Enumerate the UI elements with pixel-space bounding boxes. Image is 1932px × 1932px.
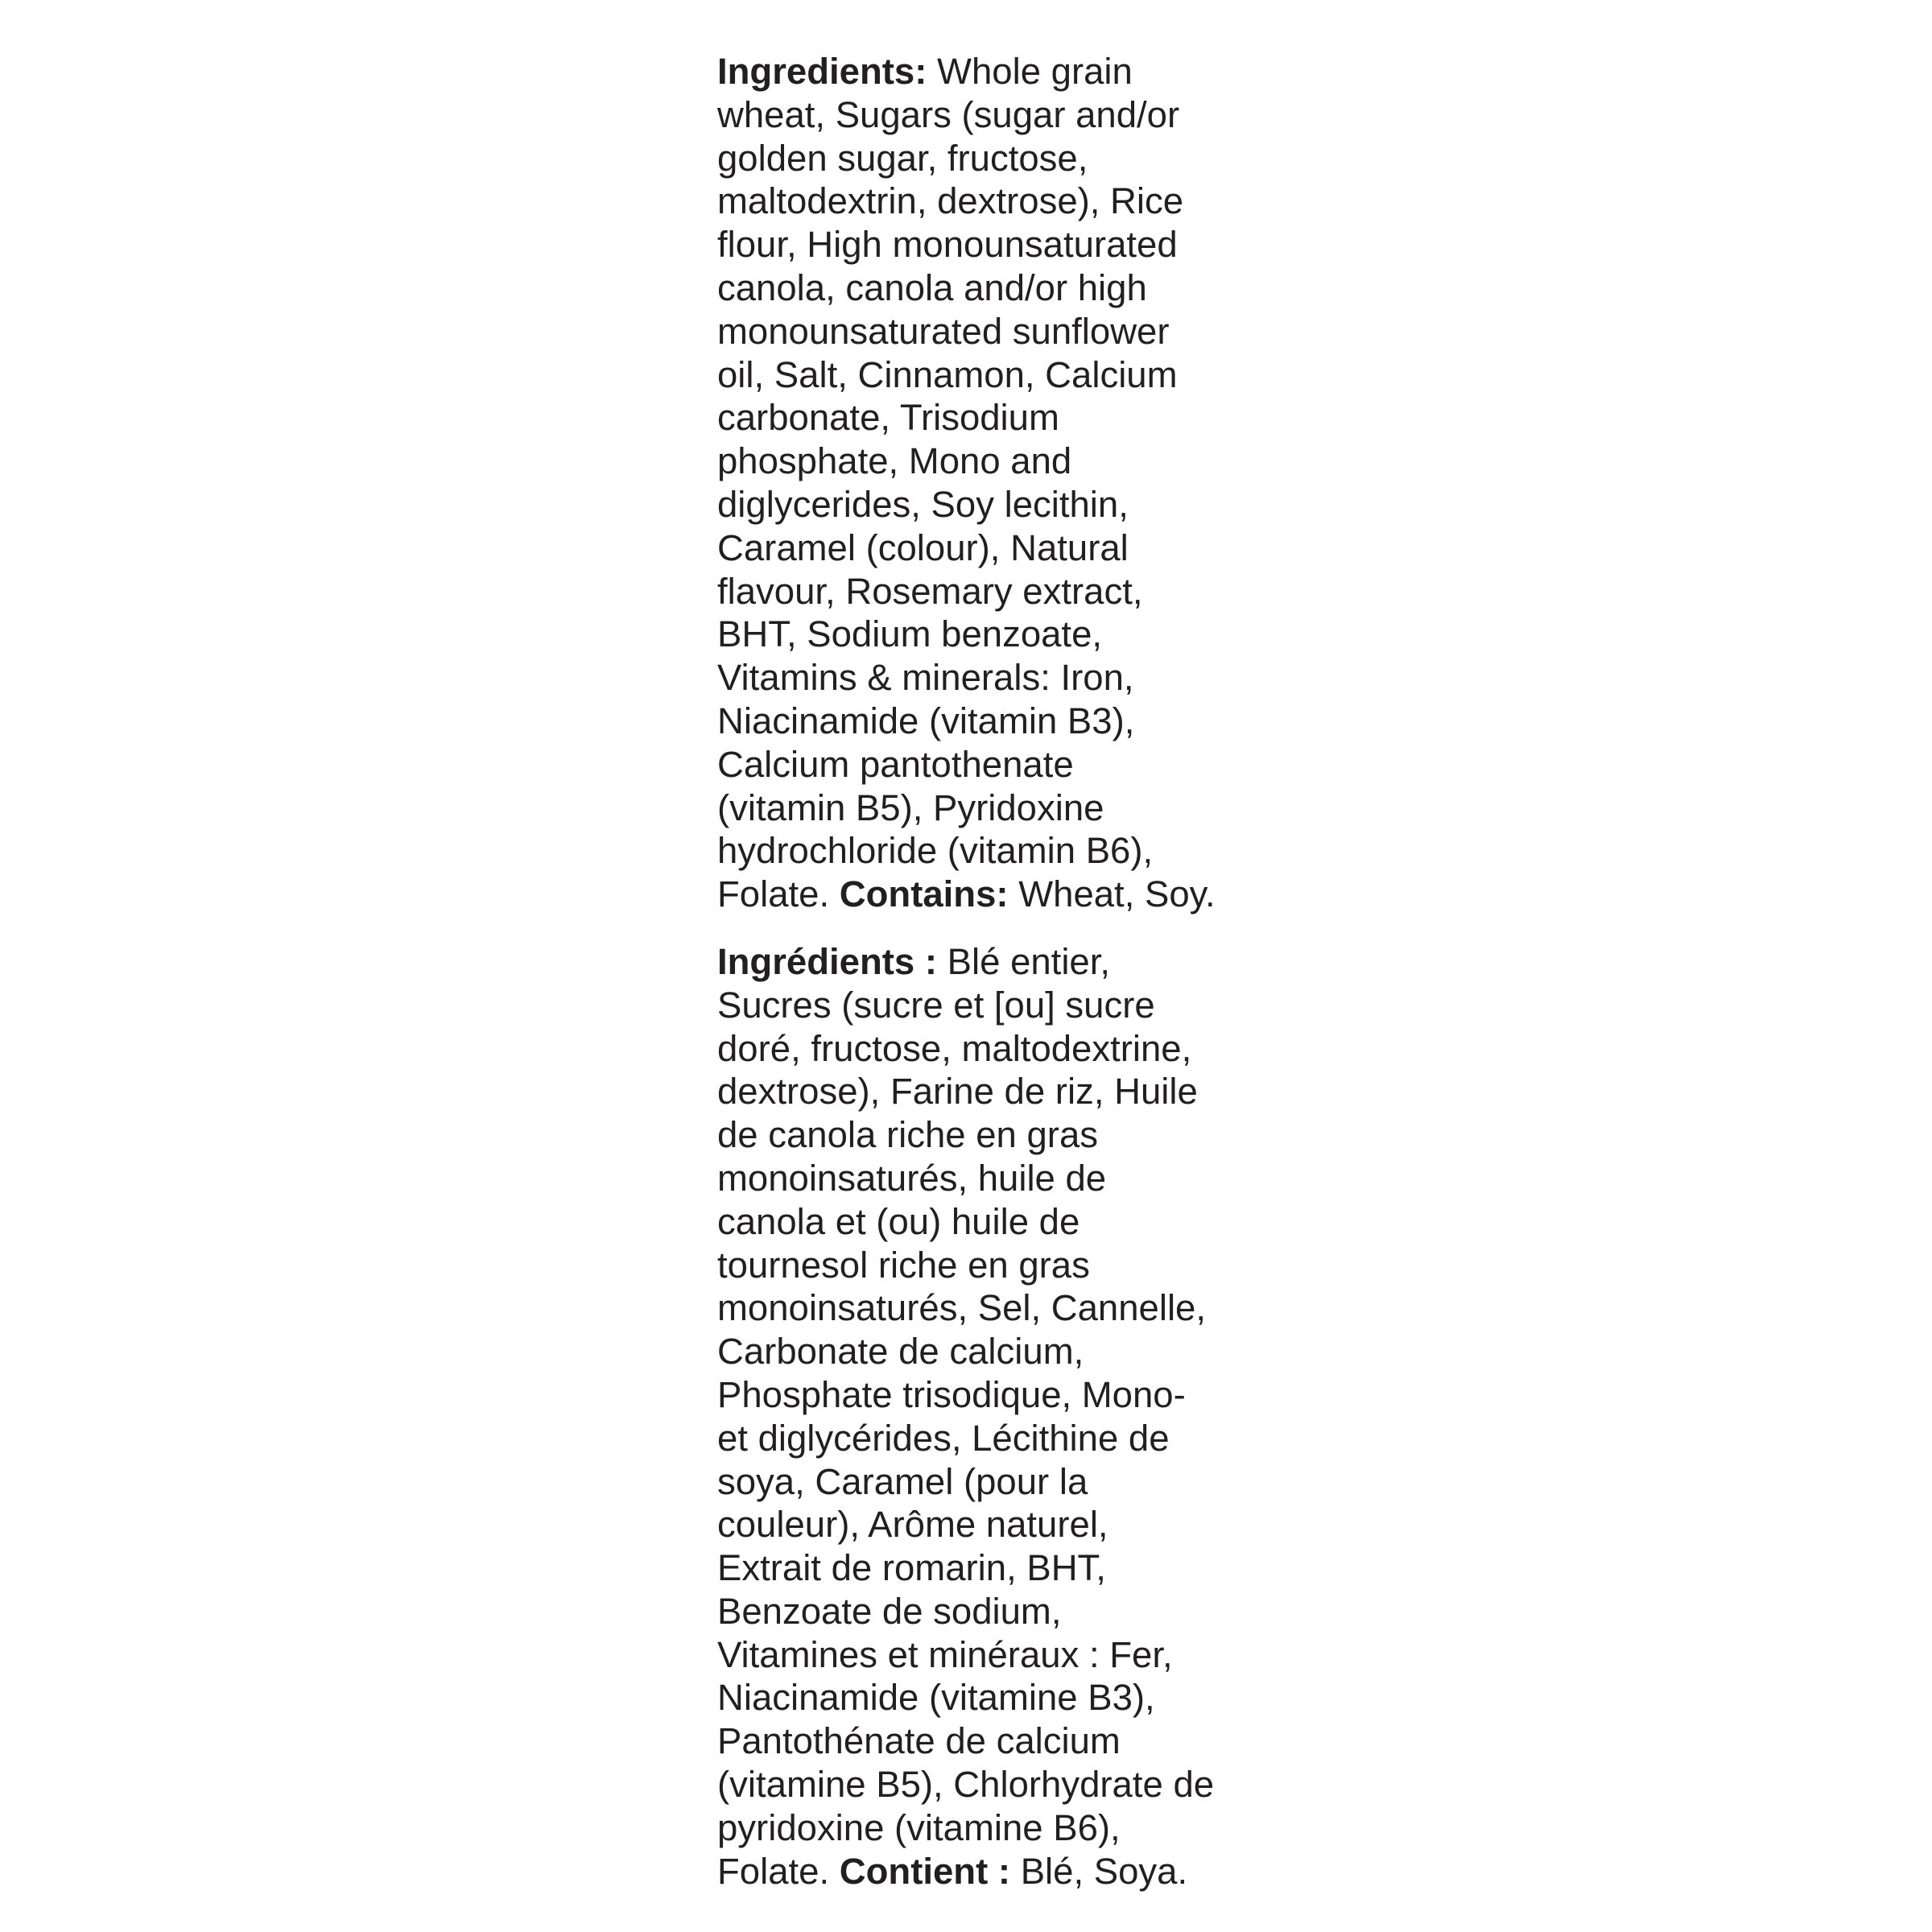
allergen-list: Blé, Soya.: [1010, 1850, 1188, 1892]
ingredient-line: soya, Caramel (pour la: [717, 1460, 1088, 1502]
ingredient-line: Ingredients: Whole grain: [717, 51, 1133, 92]
ingredient-line: doré, fructose, maltodextrine,: [717, 1027, 1192, 1069]
ingredients-heading: Ingrédients :: [717, 940, 938, 982]
ingredient-line: Niacinamide (vitamine B3),: [717, 1677, 1155, 1719]
ingredient-line: monoinsaturés, huile de: [717, 1157, 1107, 1199]
ingredient-line: maltodextrin, dextrose), Rice: [717, 180, 1184, 222]
english-ingredients: [717, 50, 1329, 916]
ingredient-line: Vitamins & minerals: Iron,: [717, 657, 1134, 699]
ingredient-line: Extrait de romarin, BHT,: [717, 1547, 1106, 1589]
ingredient-line: flour, High monounsaturated: [717, 224, 1178, 266]
contains-label: Contient :: [839, 1850, 1011, 1892]
ingredient-line: Benzoate de sodium,: [717, 1590, 1062, 1632]
ingredient-line: Caramel (colour), Natural: [717, 526, 1129, 568]
allergen-list: Wheat, Soy.: [1008, 873, 1216, 915]
ingredient-line: oil, Salt, Cinnamon, Calcium: [717, 353, 1178, 395]
ingredient-line: wheat, Sugars (sugar and/or: [717, 93, 1180, 135]
ingredient-line: canola, canola and/or high: [717, 266, 1147, 308]
ingredient-line: Calcium pantothenate: [717, 743, 1074, 785]
ingredient-line: monounsaturated sunflower: [717, 310, 1170, 352]
ingredient-line: diglycerides, Soy lecithin,: [717, 483, 1129, 525]
ingredient-line: et diglycérides, Lécithine de: [717, 1417, 1170, 1459]
ingredient-line: canola et (ou) huile de: [717, 1200, 1080, 1242]
ingredient-line: flavour, Rosemary extract,: [717, 570, 1143, 612]
ingredient-line: (vitamine B5), Chlorhydrate de: [717, 1764, 1215, 1806]
ingredient-line: carbonate, Trisodium: [717, 397, 1059, 439]
french-ingredients: [717, 940, 1329, 1893]
ingredient-line: couleur), Arôme naturel,: [717, 1504, 1108, 1546]
ingredient-line: Pantothénate de calcium: [717, 1720, 1121, 1762]
ingredient-line: pyridoxine (vitamine B6),: [717, 1806, 1121, 1848]
ingredient-line: golden sugar, fructose,: [717, 137, 1088, 179]
ingredient-line: (vitamin B5), Pyridoxine: [717, 786, 1104, 828]
ingredient-line: BHT, Sodium benzoate,: [717, 613, 1103, 655]
ingredient-line: phosphate, Mono and: [717, 440, 1072, 482]
ingredient-line: Vitamines et minéraux : Fer,: [717, 1633, 1173, 1675]
ingredient-line: Ingrédients : Blé entier,: [717, 940, 1111, 982]
ingredient-line: Niacinamide (vitamin B3),: [717, 700, 1135, 741]
ingredients-panel: [717, 50, 1329, 1893]
ingredient-line: monoinsaturés, Sel, Cannelle,: [717, 1287, 1207, 1329]
ingredient-line: Folate. Contient : Blé, Soya.: [717, 1850, 1188, 1892]
ingredient-line: tournesol riche en gras: [717, 1244, 1090, 1286]
ingredients-heading: Ingredients:: [717, 51, 927, 92]
ingredient-line: Sucres (sucre et [ou] sucre: [717, 984, 1155, 1026]
ingredient-line: hydrochloride (vitamin B6),: [717, 830, 1154, 872]
ingredient-line: dextrose), Farine de riz, Huile: [717, 1071, 1198, 1113]
contains-label: Contains:: [839, 873, 1009, 915]
ingredient-line: Carbonate de calcium,: [717, 1331, 1084, 1373]
ingredient-line: Phosphate trisodique, Mono-: [717, 1373, 1186, 1415]
ingredient-line: de canola riche en gras: [717, 1114, 1098, 1156]
ingredient-line: Folate. Contains: Wheat, Soy.: [717, 873, 1216, 915]
